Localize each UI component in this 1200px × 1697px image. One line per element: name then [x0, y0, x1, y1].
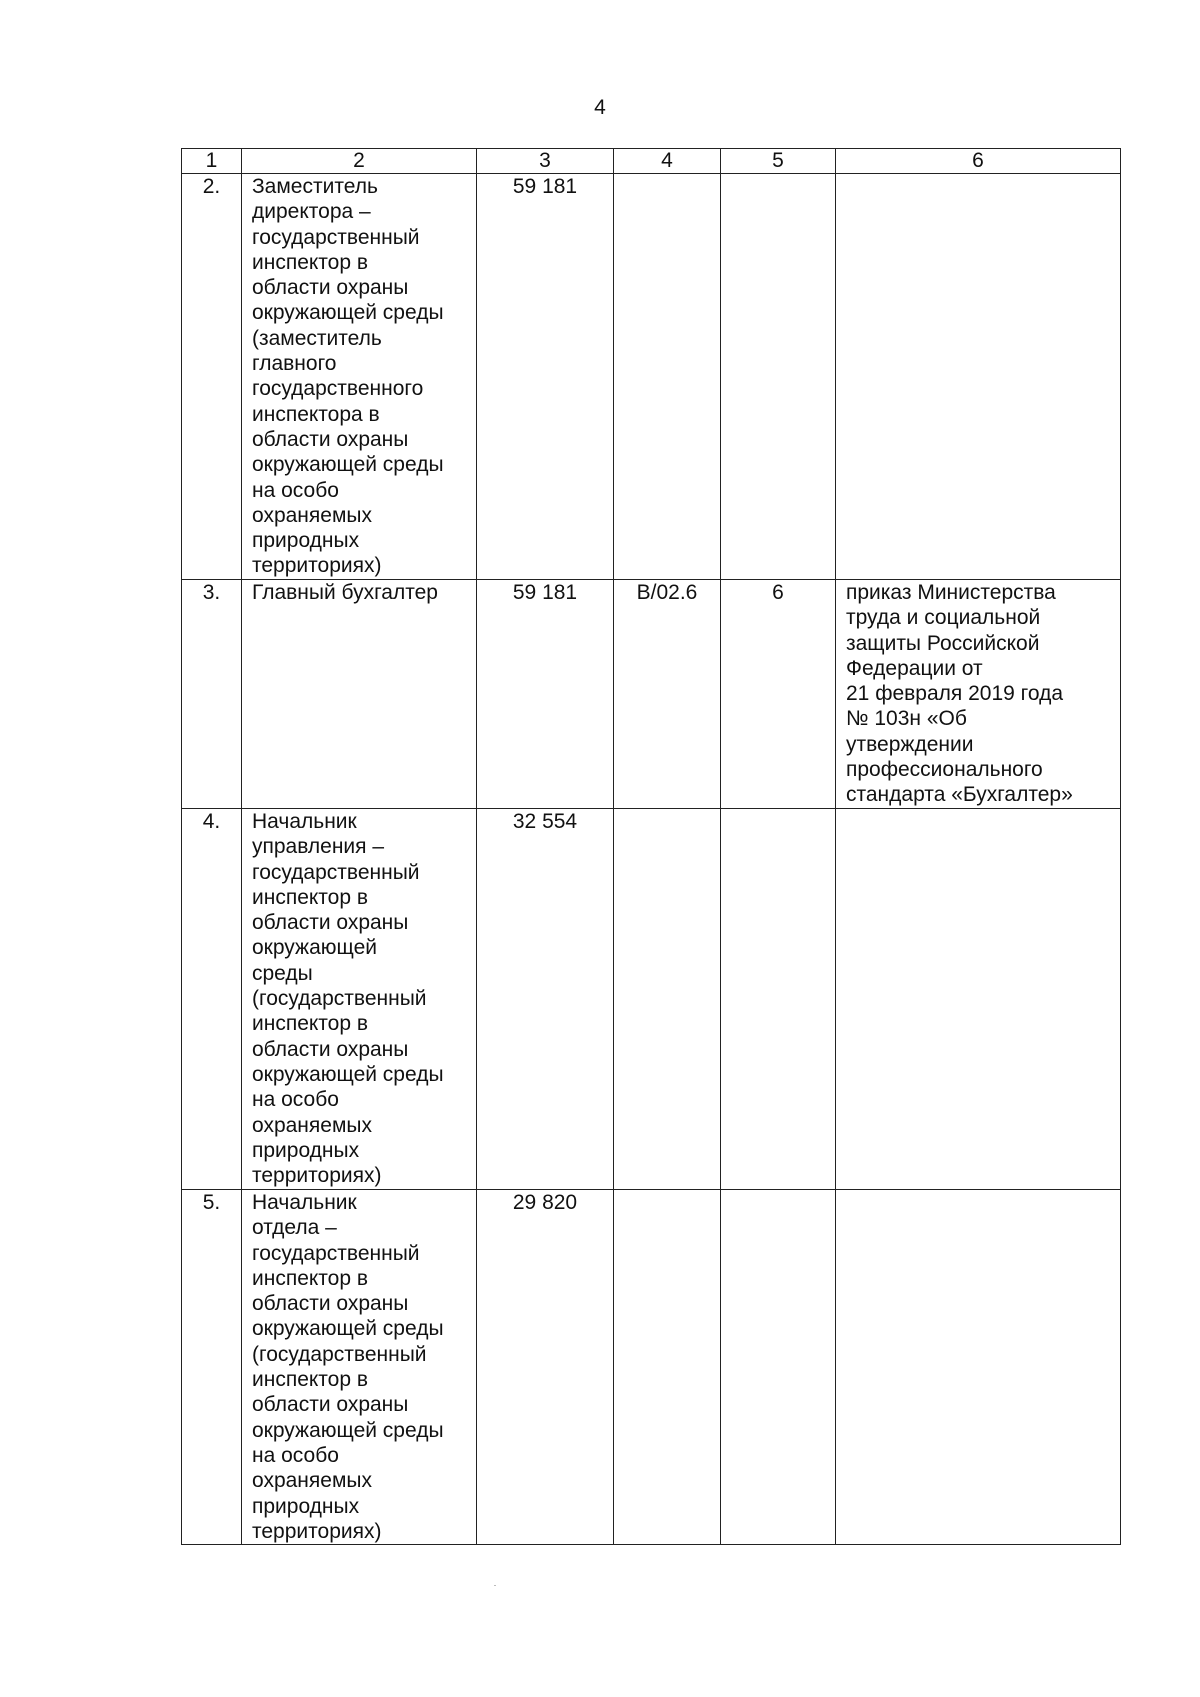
position-name: Заместитель директора – государственный инспектор в области охраны окружающей среды (заместитель главного государственного инспектора в области охраны окружающей среды на особо охраняемых природных территориях) [242, 174, 477, 580]
salary-value: 32 554 [477, 809, 614, 1190]
column-header: 6 [836, 149, 1121, 174]
function-code [614, 174, 721, 580]
legal-basis [836, 809, 1121, 1190]
column-header: 5 [721, 149, 836, 174]
position-name: Начальник управления – государственный инспектор в области охраны окружающей среды (государственный инспектор в области охраны окружающей среды на особо охраняемых природных территориях) [242, 809, 477, 1190]
row-number: 4. [182, 809, 242, 1190]
position-name: Начальник отдела – государственный инспектор в области охраны окружающей среды (государственный инспектор в области охраны окружающей среды на особо охраняемых природных территориях) [242, 1190, 477, 1545]
qualification-level: 6 [721, 580, 836, 809]
salary-value: 29 820 [477, 1190, 614, 1545]
qualification-level [721, 174, 836, 580]
table-row [182, 174, 1121, 580]
salary-value: 59 181 [477, 174, 614, 580]
table-row [182, 580, 1121, 809]
table-row [182, 1190, 1121, 1545]
column-header: 1 [182, 149, 242, 174]
column-header: 3 [477, 149, 614, 174]
legal-basis [836, 1190, 1121, 1545]
row-number: 2. [182, 174, 242, 580]
function-code [614, 809, 721, 1190]
function-code [614, 1190, 721, 1545]
position-name: Главный бухгалтер [242, 580, 477, 809]
positions-table [181, 148, 1121, 1545]
function-code: B/02.6 [614, 580, 721, 809]
qualification-level [721, 1190, 836, 1545]
legal-basis [836, 174, 1121, 580]
table-header-row [182, 149, 1121, 174]
scan-artifact [494, 1585, 496, 1586]
page-number: 4 [594, 96, 606, 119]
row-number: 3. [182, 580, 242, 809]
legal-basis: приказ Министерства труда и социальной защиты Российской Федерации от 21 февраля 2019 года № 103н «Об утверждении профессионального стандарта «Бухгалтер» [836, 580, 1121, 809]
salary-value: 59 181 [477, 580, 614, 809]
column-header: 2 [242, 149, 477, 174]
table-row [182, 809, 1121, 1190]
qualification-level [721, 809, 836, 1190]
row-number: 5. [182, 1190, 242, 1545]
column-header: 4 [614, 149, 721, 174]
